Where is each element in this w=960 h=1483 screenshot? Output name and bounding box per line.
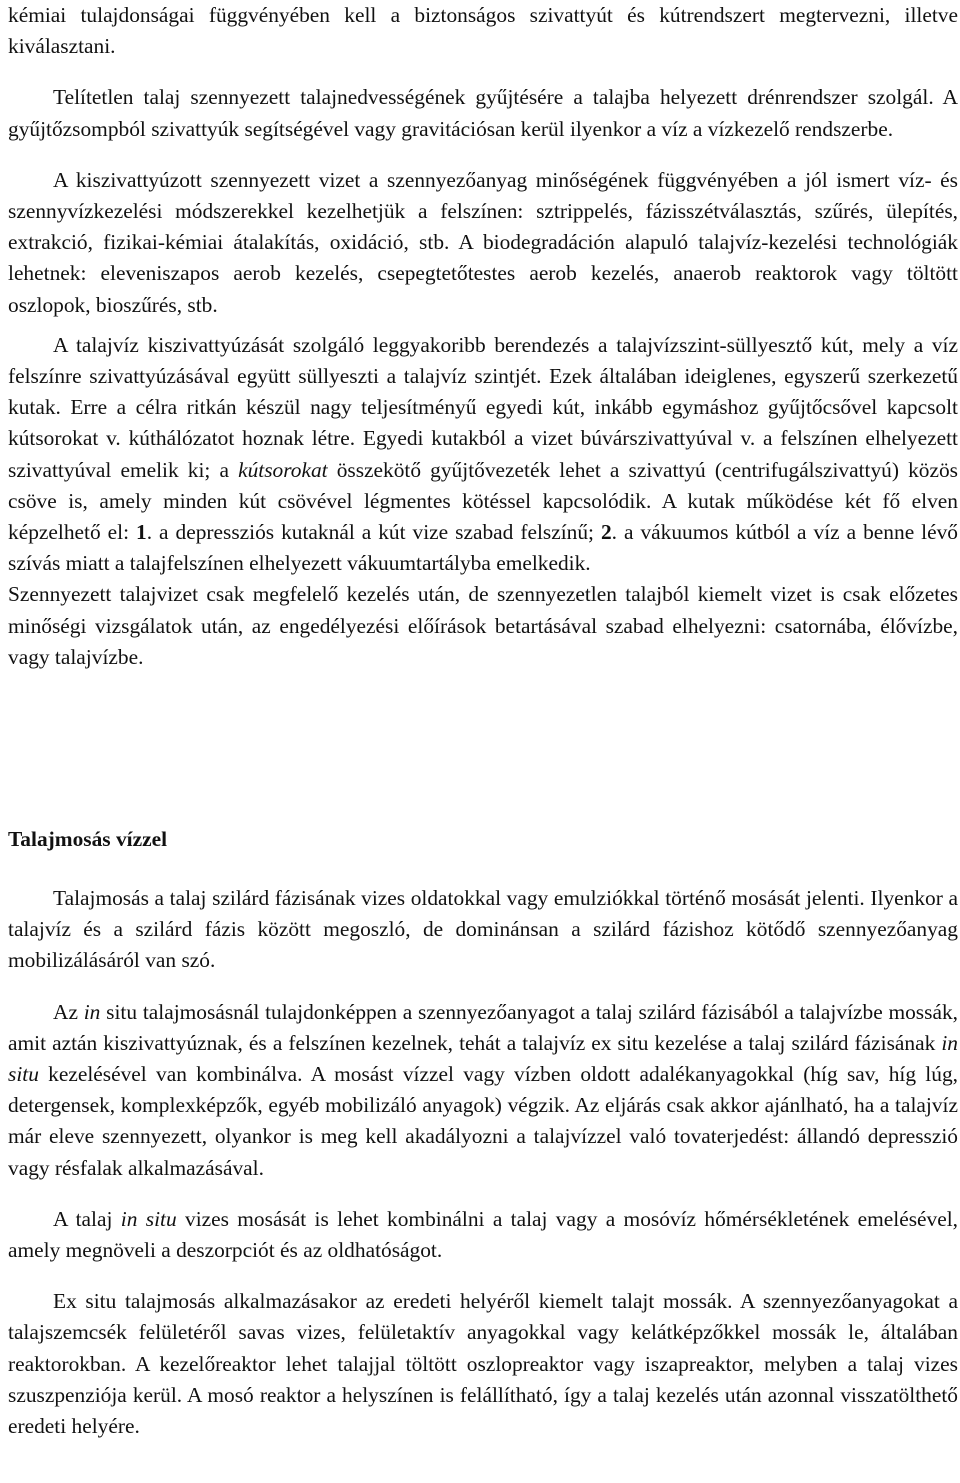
paragraph-thermal-combination xyxy=(8,1204,958,1266)
text-span: . a depressziós kutaknál a kút vize szabad felszínű; xyxy=(146,520,601,545)
text-span: A talajvíz kiszivattyúzását szolgáló leggyakoribb berendezés a talajvízszint-süllyesztő kút, mely a víz felszínre szivattyúzásával együtt süllyeszti a talajvíz szintjét. Ezek általában ideiglenes, egyszerű szerkezetű kutak. Erre a célra ritkán készül nagy teljesítményű egyedi kút, inkább egymáshoz gyűjtőcsővel kapcsolt kútsorokat v. kúthálózatot hoznak létre. Egyedi kutakból a vizet búvárszivattyúval v. a felszínen elhelyezett szivattyúval emelik ki; a xyxy=(8,332,958,482)
paragraph-pump-selection: kémiai tulajdonságai függvényében kell a biztonságos szivattyút és kútrendszert megtervezni, illetve kiválasztani. xyxy=(8,3,958,59)
text-span: Az xyxy=(53,999,84,1024)
section-soil-water-treatment xyxy=(8,0,958,673)
text-span: situ talajmosásnál tulajdonképpen a szennyezőanyagot a talaj szilárd fázisából a talajvízbe mossák, amit aztán kiszivattyúznak, és a felszínen kezelnek, tehát a talajvíz ex situ kezelése a talaj szilárd fázisának xyxy=(8,999,958,1055)
text-span: . a vákuumos kútból a víz a benne lévő szívás miatt a talajfelszínen elhelyezett vákuumtartályba emelkedik. xyxy=(8,520,958,576)
italic-term: in situ xyxy=(8,1030,958,1087)
text-span: összekötő gyűjtővezeték lehet a szivattyú (centrifugálszivattyú) közös csöve is, amely minden kút csövével légmentes kötéssel kapcsolódik. A kutak működése két fő elven képzelhető el: xyxy=(8,457,958,545)
text-span: vizes mosását is lehet kombinálni a talaj vagy a mosóvíz hőmérsékletének emelésével, amely megnöveli a deszorpciót és az oldhatóságot. xyxy=(8,1206,958,1263)
section-heading: Talajmosás vízzel xyxy=(8,827,168,851)
text-span: A talaj xyxy=(53,1206,121,1231)
paragraph-soil-washing-definition: Talajmosás a talaj szilárd fázisának vizes oldatokkal vagy emulziókkal történő mosását jelenti. Ilyenkor a talajvíz és a szilárd fázis között megoszló, de dominánsan a szilárd fázishoz kötődő szennyezőanyag mobilizálásáról van szó. xyxy=(8,886,958,973)
text-span: kezelésével van kombinálva. A mosást vízzel vagy vízben oldott adalékanyagokkal (híg sav, híg lúg, detergensek, komplexképzők, egyéb mobilizáló anyagok) végzik. Az eljárás csak akkor ajánlható, ha a talajvíz már eleve szennyezett, olyankor is meg kell akadályozni a talajvízzel való tovaterjedést: állandó depresszió vagy résfalak alkalmazásával. xyxy=(8,1062,958,1180)
bold-number: 2 xyxy=(600,520,612,545)
italic-term: in situ xyxy=(120,1206,177,1231)
heading-wrapper xyxy=(8,824,167,855)
paragraph-dewatering-wells xyxy=(8,330,958,580)
paragraph-ex-situ-washing: Ex situ talajmosás alkalmazásakor az eredeti helyéről kiemelt talajt mossák. A szennyezőanyagokat a talajszemcsék felületéről savas vizes, felületaktív anyagokkal vagy kelátképzőkkel mossák le, általában reaktorokban. A kezelőreaktor lehet talajjal töltött oszlopreaktor vagy iszapreaktor, melyben a talaj vizes szuszpenziója kerül. A mosó reaktor a helyszínen is felállítható, így a talaj kezelés után azonnal visszatölthető eredeti helyére. xyxy=(8,1289,958,1439)
section-soil-washing xyxy=(8,883,958,1442)
paragraph-drainage-system: Telítetlen talaj szennyezett talajnedvességének gyűjtésére a talajba helyezett drénrendszer szolgál. A gyűjtőzsompból szivattyúk segítségével vagy gravitációsan kerül ilyenkor a víz a vízkezelő rendszerbe. xyxy=(8,85,958,141)
italic-term: kútsorokat xyxy=(238,457,328,482)
paragraph-in-situ-washing xyxy=(8,997,958,1184)
bold-number: 1 xyxy=(136,520,147,545)
italic-term: in xyxy=(83,999,101,1024)
paragraph-surface-treatment: A kiszivattyúzott szennyezett vizet a szennyezőanyag minőségének függvényében a jól ismert víz- és szennyvízkezelési módszerekkel kezelhetjük a felszínen: sztrippelés, fázisszétválasztás, szűrés, ülepítés, extrakció, fizikai-kémiai átalakítás, oxidáció, stb. A biodegradáción alapuló talajvíz-kezelési technológiák lehetnek: eleveniszapos aerob kezelés, csepegtetőtestes aerob kezelés, anaerob reaktorok vagy töltött oszlopok, bioszűrés, stb. xyxy=(8,167,958,317)
paragraph-water-disposal: Szennyezett talajvizet csak megfelelő kezelés után, de szennyezetlen talajból kiemelt vizet is csak előzetes minőségi vizsgálatok után, az engedélyezési előírások betartásával szabad elhelyezni: csatornába, élővízbe, vagy talajvízbe. xyxy=(8,582,958,669)
